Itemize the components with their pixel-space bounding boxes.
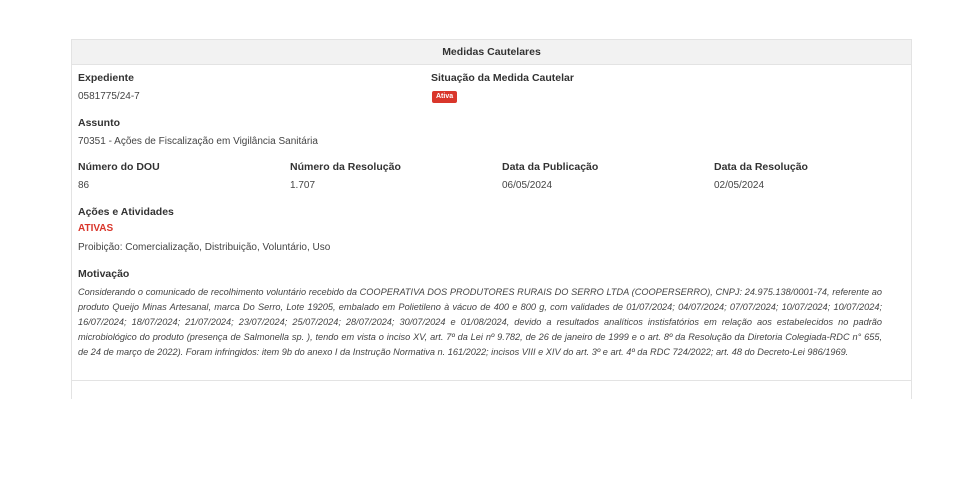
numero-resolucao-label: Número da Resolução	[290, 161, 401, 173]
acoes-atividades-value: Proibição: Comercialização, Distribuição, Voluntário, Uso	[78, 242, 331, 253]
status-badge: Ativa	[432, 91, 457, 103]
acoes-status: ATIVAS	[78, 223, 114, 234]
panel-title: Medidas Cautelares	[72, 39, 911, 65]
data-publicacao-label: Data da Publicação	[502, 161, 599, 173]
data-resolucao-label: Data da Resolução	[714, 161, 808, 173]
numero-dou-label: Número do DOU	[78, 161, 160, 173]
motivacao-text: Considerando o comunicado de recolhimento voluntário recebido da COOPERATIVA DOS PRODUTORES RURAIS DO SERRO LTDA (COOPERSERRO), CNPJ: 24.975.138/0001-74, referente ao produto Queijo Minas Artesanal, marca Do Serro, Lote 19205, embalado em Polietileno à vácuo de 400 e 800 g, com validades de 01/07/2024; 04/07/2024; 07/07/2024; 10/07/2024; 10/07/2024; 16/07/2024; 18/07/2024; 21/07/2024; 23/07/2024; 25/07/2024; 28/07/2024; 30/07/2024 e 01/08/2024, devido a resultados analíticos instisfatórios em relação aos estabelecidos no padrão microbiológico do produto (presença de Salmonella sp. ), tendo em vista o inciso XV, art. 7º da Lei nº 9.782, de 26 de janeiro de 1999 e o art. 8º da Resolução da Diretoria Colegiada-RDC n° 655, de 24 de março de 2022). Foram infringidos: item 9b do anexo I da Instrução Normativa n. 161/2022; incisos VIII e XIV do art. 3º e art. 4º da RDC 724/2022; art. 48 do Decreto-Lei 986/1969.	[78, 287, 882, 358]
data-resolucao-value: 02/05/2024	[714, 180, 765, 191]
data-publicacao-value: 06/05/2024	[502, 180, 553, 191]
situacao-label: Situação da Medida Cautelar	[431, 72, 574, 84]
assunto-label: Assunto	[78, 117, 120, 129]
numero-resolucao-value: 1.707	[290, 180, 316, 191]
motivacao-label: Motivação	[78, 268, 130, 280]
expediente-label: Expediente	[78, 72, 135, 84]
assunto-value: 70351 - Ações de Fiscalização em Vigilância Sanitária	[78, 136, 318, 147]
panel-body	[72, 65, 911, 381]
expediente-value: 0581775/24-7	[78, 91, 140, 102]
medidas-cautelares-panel	[71, 39, 912, 399]
numero-dou-value: 86	[78, 180, 90, 191]
acoes-atividades-label: Ações e Atividades	[78, 206, 174, 218]
